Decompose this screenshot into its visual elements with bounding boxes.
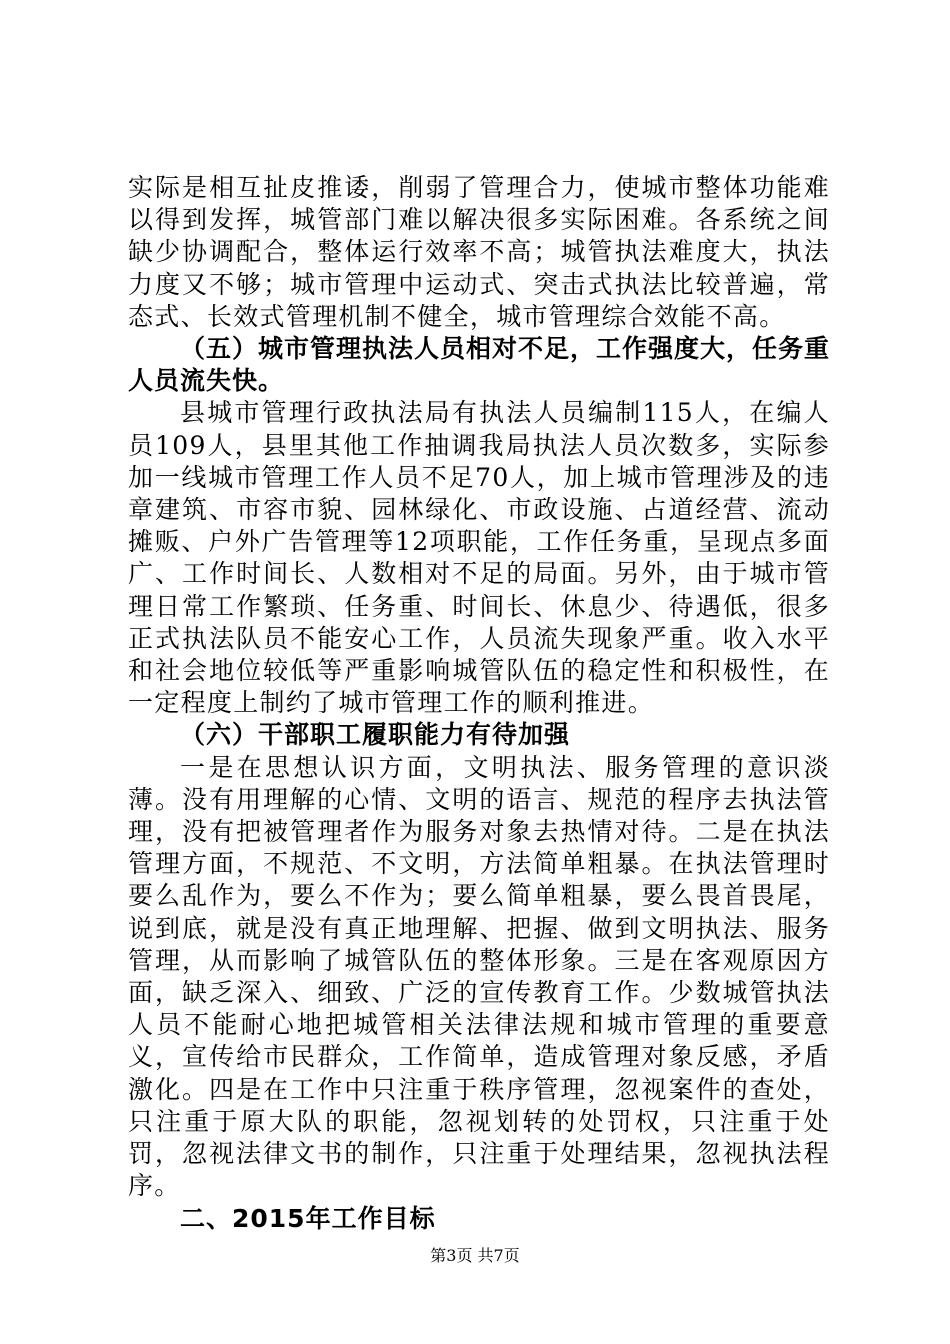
section-heading-6: （六）干部职工履职能力有待加强 [180,720,571,750]
page-footer: 第3页 共7页 [430,1246,520,1265]
body-paragraph: 实际是相互扯皮推诿，削弱了管理合力，使城市整体功能难以得到发挥，城管部门难以解决很多实际困难。各系统之间缺少协调配合，整体运行效率不高；城管执法难度大，执法力度又不够；城市管理中运动式、突击式执法比较普遍，常态式、长效式管理机制不健全，城市管理综合效能不高。 [128,173,830,331]
chapter-heading-2: 二、2015年工作目标 [180,1203,436,1233]
section-heading-5: （五）城市管理执法人员相对不足，工作强度大，任务重人员流失快。 [128,334,831,396]
body-paragraph: 县城市管理行政执法局有执法人员编制115人，在编人员109人，县里其他工作抽调我局执法人员次数多，实际参加一线城市管理工作人员不足70人，加上城市管理涉及的违章建筑、市容市貌、园林绿化、市政设施、占道经营、流动摊贩、户外广告管理等12项职能，工作任务重，呈现点多面广、工作时间长、人数相对不足的局面。另外，由于城市管理日常工作繁琐、任务重、时间长、休息少、待遇低，很多正式执法队员不能安心工作，人员流失现象严重。收入水平和社会地位较低等严重影响城管队伍的稳定性和积极性，在一定程度上制约了城市管理工作的顺利推进。 [128,398,830,718]
document-body [128,172,830,1235]
body-paragraph: 一是在思想认识方面，文明执法、服务管理的意识淡薄。没有用理解的心情、文明的语言、规范的程序去执法管理，没有把被管理者作为服务对象去热情对待。二是在执法管理方面，不规范、不文明，方法简单粗暴。在执法管理时要么乱作为，要么不作为；要么简单粗暴，要么畏首畏尾，说到底，就是没有真正地理解、把握、做到文明执法、服务管理，从而影响了城管队伍的整体形象。三是在客观原因方面，缺乏深入、细致、广泛的宣传教育工作。少数城管执法人员不能耐心地把城管相关法律法规和城市管理的重要意义，宣传给市民群众，工作简单，造成管理对象反感，矛盾激化。四是在工作中只注重于秩序管理，忽视案件的查处，只注重于原大队的职能，忽视划转的处罚权，只注重于处罚，忽视法律文书的制作，只注重于处理结果，忽视执法程序。 [128,752,830,1201]
